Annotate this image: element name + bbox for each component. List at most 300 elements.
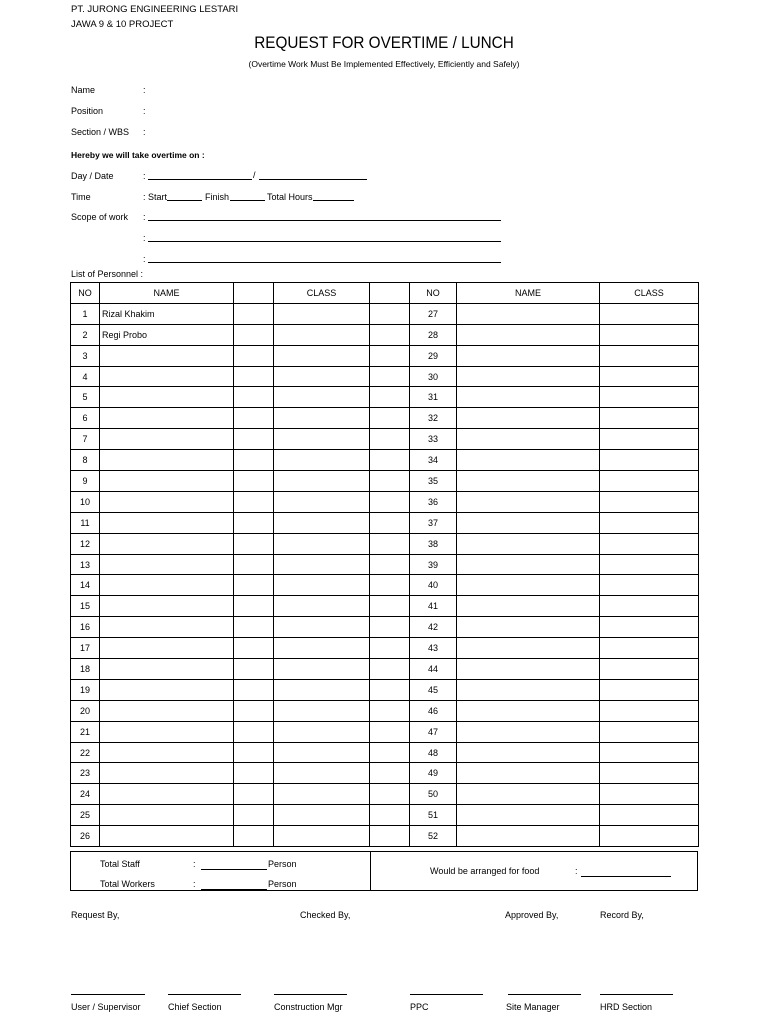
row-blank-1[interactable]	[234, 408, 274, 429]
row-class-left[interactable]	[274, 784, 370, 805]
row-no-left: 19	[71, 679, 100, 700]
row-blank-1[interactable]	[234, 742, 274, 763]
row-class-left[interactable]	[274, 303, 370, 324]
table-row	[71, 491, 699, 512]
row-class-right[interactable]	[600, 345, 699, 366]
table-row	[71, 471, 699, 492]
row-blank-1[interactable]	[234, 784, 274, 805]
table-row	[71, 826, 699, 847]
row-no-right: 48	[410, 742, 457, 763]
row-name-left[interactable]	[100, 805, 234, 826]
project-name: JAWA 9 & 10 PROJECT	[71, 19, 174, 30]
row-class-right[interactable]	[600, 721, 699, 742]
row-blank-2[interactable]	[370, 721, 410, 742]
row-name-left[interactable]	[100, 366, 234, 387]
header-name-right: NAME	[457, 283, 600, 304]
row-no-right: 38	[410, 533, 457, 554]
row-name-right[interactable]	[457, 575, 600, 596]
row-name-left[interactable]	[100, 533, 234, 554]
table-row	[71, 763, 699, 784]
row-no-right: 41	[410, 596, 457, 617]
row-class-left[interactable]	[274, 345, 370, 366]
row-no-left: 10	[71, 491, 100, 512]
row-class-right[interactable]	[600, 303, 699, 324]
row-blank-2[interactable]	[370, 303, 410, 324]
row-blank-2[interactable]	[370, 366, 410, 387]
row-class-left[interactable]	[274, 679, 370, 700]
row-no-right: 45	[410, 679, 457, 700]
personnel-table	[70, 282, 699, 847]
row-name-right[interactable]	[457, 471, 600, 492]
row-name-left[interactable]	[100, 596, 234, 617]
hereby-text: Hereby we will take overtime on :	[71, 150, 205, 160]
position-label: Position	[71, 106, 104, 116]
row-blank-2[interactable]	[370, 533, 410, 554]
row-class-right[interactable]	[600, 533, 699, 554]
row-no-left: 23	[71, 763, 100, 784]
role-ppc: PPC	[410, 1002, 429, 1012]
row-class-right[interactable]	[600, 596, 699, 617]
row-blank-1[interactable]	[234, 638, 274, 659]
row-class-right[interactable]	[600, 617, 699, 638]
row-name-right[interactable]	[457, 784, 600, 805]
row-name-right[interactable]	[457, 450, 600, 471]
food-field[interactable]	[581, 876, 671, 877]
row-name-left[interactable]	[100, 575, 234, 596]
header-class-right: CLASS	[600, 283, 699, 304]
row-name-right[interactable]	[457, 596, 600, 617]
time-label: Time	[71, 192, 91, 202]
row-class-right[interactable]	[600, 763, 699, 784]
row-blank-1[interactable]	[234, 596, 274, 617]
day-field[interactable]	[148, 179, 252, 180]
row-blank-1[interactable]	[234, 805, 274, 826]
row-no-right: 40	[410, 575, 457, 596]
row-blank-2[interactable]	[370, 554, 410, 575]
row-class-right[interactable]	[600, 387, 699, 408]
row-name-left[interactable]	[100, 763, 234, 784]
section-colon: :	[143, 127, 146, 137]
section-label: Section / WBS	[71, 127, 130, 137]
table-row	[71, 324, 699, 345]
start-label: : Start	[143, 192, 168, 202]
row-name-left[interactable]	[100, 784, 234, 805]
total-staff-label: Total Staff	[100, 859, 140, 869]
row-blank-1[interactable]	[234, 575, 274, 596]
row-name-left[interactable]	[100, 345, 234, 366]
row-blank-1[interactable]	[234, 429, 274, 450]
total-hours-label: Total Hours	[267, 192, 313, 202]
table-row	[71, 512, 699, 533]
food-label: Would be arranged for food	[430, 866, 540, 876]
table-row	[71, 554, 699, 575]
total-workers-colon: :	[193, 879, 196, 889]
row-no-left: 8	[71, 450, 100, 471]
row-no-right: 33	[410, 429, 457, 450]
row-blank-1[interactable]	[234, 533, 274, 554]
row-name-left[interactable]	[100, 471, 234, 492]
row-name-left[interactable]	[100, 659, 234, 680]
row-blank-1[interactable]	[234, 554, 274, 575]
scope-label: Scope of work	[71, 212, 129, 222]
row-class-left[interactable]	[274, 408, 370, 429]
row-name-right[interactable]	[457, 638, 600, 659]
row-no-left: 11	[71, 512, 100, 533]
row-no-left: 7	[71, 429, 100, 450]
finish-label: Finish	[205, 192, 230, 202]
row-no-right: 34	[410, 450, 457, 471]
row-name-left[interactable]	[100, 617, 234, 638]
role-chief-section: Chief Section	[168, 1002, 222, 1012]
row-class-left[interactable]	[274, 491, 370, 512]
row-name-right[interactable]	[457, 387, 600, 408]
row-name-right[interactable]	[457, 763, 600, 784]
row-blank-1[interactable]	[234, 512, 274, 533]
signature-line-chief[interactable]	[168, 994, 241, 995]
row-blank-2[interactable]	[370, 638, 410, 659]
scope-colon-2: :	[143, 233, 146, 243]
row-name-left[interactable]	[100, 491, 234, 512]
row-no-left: 25	[71, 805, 100, 826]
table-row	[71, 617, 699, 638]
row-no-right: 37	[410, 512, 457, 533]
table-row	[71, 366, 699, 387]
row-no-left: 21	[71, 721, 100, 742]
header-no-right: NO	[410, 283, 457, 304]
row-blank-2[interactable]	[370, 429, 410, 450]
row-name-left[interactable]	[100, 512, 234, 533]
table-row	[71, 721, 699, 742]
row-blank-1[interactable]	[234, 324, 274, 345]
table-row	[71, 533, 699, 554]
approved-by-label: Approved By,	[505, 910, 559, 920]
row-name-left[interactable]	[100, 826, 234, 847]
row-blank-1[interactable]	[234, 679, 274, 700]
row-no-left: 4	[71, 366, 100, 387]
row-name-right[interactable]	[457, 826, 600, 847]
header-no-left: NO	[71, 283, 100, 304]
row-blank-1[interactable]	[234, 826, 274, 847]
row-name-left[interactable]	[100, 679, 234, 700]
scope-colon-3: :	[143, 254, 146, 264]
table-row	[71, 679, 699, 700]
row-no-left: 20	[71, 700, 100, 721]
row-class-right[interactable]	[600, 491, 699, 512]
row-name-right[interactable]	[457, 805, 600, 826]
row-no-right: 36	[410, 491, 457, 512]
row-class-right[interactable]	[600, 554, 699, 575]
row-name-right[interactable]	[457, 429, 600, 450]
row-no-left: 17	[71, 638, 100, 659]
row-no-right: 44	[410, 659, 457, 680]
total-workers-field[interactable]	[201, 889, 267, 890]
row-name-right[interactable]	[457, 324, 600, 345]
table-row	[71, 450, 699, 471]
row-class-left[interactable]	[274, 638, 370, 659]
row-name-left[interactable]	[100, 408, 234, 429]
row-blank-2[interactable]	[370, 408, 410, 429]
row-name-right[interactable]	[457, 554, 600, 575]
scope-line-2[interactable]	[148, 241, 501, 242]
total-staff-field[interactable]	[201, 869, 267, 870]
row-blank-2[interactable]	[370, 345, 410, 366]
row-name-left[interactable]	[100, 721, 234, 742]
row-class-left[interactable]	[274, 596, 370, 617]
row-class-right[interactable]	[600, 679, 699, 700]
table-row	[71, 345, 699, 366]
row-class-left[interactable]	[274, 700, 370, 721]
row-no-left: 3	[71, 345, 100, 366]
role-site-manager: Site Manager	[506, 1002, 560, 1012]
total-workers-label: Total Workers	[100, 879, 155, 889]
row-name-right[interactable]	[457, 721, 600, 742]
row-no-left: 14	[71, 575, 100, 596]
row-blank-1[interactable]	[234, 700, 274, 721]
row-class-left[interactable]	[274, 554, 370, 575]
food-colon: :	[575, 866, 578, 876]
row-blank-2[interactable]	[370, 659, 410, 680]
checked-by-label: Checked By,	[300, 910, 351, 920]
row-name-right[interactable]	[457, 366, 600, 387]
row-blank-2[interactable]	[370, 763, 410, 784]
row-blank-2[interactable]	[370, 575, 410, 596]
table-row	[71, 596, 699, 617]
row-blank-1[interactable]	[234, 303, 274, 324]
row-no-left: 15	[71, 596, 100, 617]
row-blank-2[interactable]	[370, 596, 410, 617]
row-class-right[interactable]	[600, 826, 699, 847]
row-no-right: 47	[410, 721, 457, 742]
totals-box	[70, 851, 698, 891]
table-row	[71, 700, 699, 721]
table-row	[71, 387, 699, 408]
row-blank-1[interactable]	[234, 387, 274, 408]
row-class-right[interactable]	[600, 408, 699, 429]
row-blank-2[interactable]	[370, 679, 410, 700]
role-hrd-section: HRD Section	[600, 1002, 653, 1012]
total-hours-field[interactable]	[313, 200, 354, 201]
row-name-left[interactable]	[100, 387, 234, 408]
row-class-left[interactable]	[274, 533, 370, 554]
row-blank-2[interactable]	[370, 471, 410, 492]
row-class-right[interactable]	[600, 659, 699, 680]
row-no-right: 29	[410, 345, 457, 366]
row-class-left[interactable]	[274, 366, 370, 387]
row-blank-2[interactable]	[370, 512, 410, 533]
total-staff-person: Person	[268, 859, 297, 869]
position-colon: :	[143, 106, 146, 116]
role-user-supervisor: User / Supervisor	[71, 1002, 141, 1012]
row-class-right[interactable]	[600, 805, 699, 826]
row-no-right: 39	[410, 554, 457, 575]
signature-line-site-manager[interactable]	[508, 994, 581, 995]
row-no-right: 51	[410, 805, 457, 826]
row-no-right: 50	[410, 784, 457, 805]
row-name-right[interactable]	[457, 659, 600, 680]
total-staff-colon: :	[193, 859, 196, 869]
row-class-right[interactable]	[600, 742, 699, 763]
row-no-right: 52	[410, 826, 457, 847]
row-class-right[interactable]	[600, 366, 699, 387]
scope-colon-1: :	[143, 212, 146, 222]
header-blank-2	[370, 283, 410, 304]
row-blank-2[interactable]	[370, 805, 410, 826]
row-no-left: 12	[71, 533, 100, 554]
date-field[interactable]	[259, 179, 367, 180]
row-blank-2[interactable]	[370, 617, 410, 638]
row-name-right[interactable]	[457, 533, 600, 554]
row-class-left[interactable]	[274, 387, 370, 408]
row-name-left[interactable]	[100, 450, 234, 471]
row-blank-2[interactable]	[370, 742, 410, 763]
row-no-right: 42	[410, 617, 457, 638]
row-no-left: 2	[71, 324, 100, 345]
header-name-left: NAME	[100, 283, 234, 304]
table-row	[71, 638, 699, 659]
header-blank-1	[234, 283, 274, 304]
scope-line-3[interactable]	[148, 262, 501, 263]
row-blank-2[interactable]	[370, 826, 410, 847]
row-no-right: 31	[410, 387, 457, 408]
row-blank-2[interactable]	[370, 700, 410, 721]
row-class-left[interactable]	[274, 763, 370, 784]
row-name-left[interactable]	[100, 638, 234, 659]
row-name-right[interactable]	[457, 345, 600, 366]
row-class-right[interactable]	[600, 324, 699, 345]
row-no-left: 26	[71, 826, 100, 847]
start-field[interactable]	[167, 200, 202, 201]
row-blank-2[interactable]	[370, 324, 410, 345]
table-row	[71, 408, 699, 429]
row-blank-1[interactable]	[234, 617, 274, 638]
table-row	[71, 742, 699, 763]
row-name-right[interactable]	[457, 617, 600, 638]
row-name-left[interactable]	[100, 700, 234, 721]
finish-field[interactable]	[230, 200, 265, 201]
day-date-colon: :	[143, 171, 146, 181]
table-row	[71, 429, 699, 450]
row-blank-1[interactable]	[234, 471, 274, 492]
table-row	[71, 303, 699, 324]
row-class-left[interactable]	[274, 575, 370, 596]
row-no-right: 49	[410, 763, 457, 784]
row-class-left[interactable]	[274, 742, 370, 763]
table-row	[71, 575, 699, 596]
row-name-right[interactable]	[457, 408, 600, 429]
row-name-left[interactable]	[100, 554, 234, 575]
row-blank-1[interactable]	[234, 659, 274, 680]
request-by-label: Request By,	[71, 910, 120, 920]
row-blank-1[interactable]	[234, 366, 274, 387]
row-class-left[interactable]	[274, 805, 370, 826]
header-class-left: CLASS	[274, 283, 370, 304]
signature-line-ppc[interactable]	[410, 994, 483, 995]
row-class-right[interactable]	[600, 575, 699, 596]
row-class-right[interactable]	[600, 429, 699, 450]
row-no-left: 22	[71, 742, 100, 763]
row-name-left[interactable]: Regi Probo	[100, 324, 234, 345]
row-class-left[interactable]	[274, 324, 370, 345]
company-name: PT. JURONG ENGINEERING LESTARI	[71, 4, 239, 15]
row-class-right[interactable]	[600, 512, 699, 533]
row-blank-1[interactable]	[234, 345, 274, 366]
row-class-right[interactable]	[600, 784, 699, 805]
personnel-label: List of Personnel :	[71, 269, 144, 279]
row-name-right[interactable]	[457, 512, 600, 533]
row-no-left: 6	[71, 408, 100, 429]
row-no-right: 28	[410, 324, 457, 345]
row-class-left[interactable]	[274, 826, 370, 847]
row-class-right[interactable]	[600, 471, 699, 492]
row-class-left[interactable]	[274, 721, 370, 742]
row-no-right: 35	[410, 471, 457, 492]
row-blank-2[interactable]	[370, 784, 410, 805]
row-no-left: 1	[71, 303, 100, 324]
row-blank-1[interactable]	[234, 450, 274, 471]
signature-line-hrd[interactable]	[600, 994, 673, 995]
date-separator: /	[253, 170, 256, 180]
row-blank-2[interactable]	[370, 491, 410, 512]
row-no-right: 27	[410, 303, 457, 324]
signature-line-construction[interactable]	[274, 994, 347, 995]
row-class-left[interactable]	[274, 450, 370, 471]
signature-line-user[interactable]	[71, 994, 145, 995]
page-subtitle: (Overtime Work Must Be Implemented Effectively, Efficiently and Safely)	[248, 59, 520, 69]
row-blank-1[interactable]	[234, 491, 274, 512]
row-blank-2[interactable]	[370, 387, 410, 408]
row-class-left[interactable]	[274, 429, 370, 450]
row-no-right: 43	[410, 638, 457, 659]
row-name-left[interactable]: Rizal Khakim	[100, 303, 234, 324]
row-blank-1[interactable]	[234, 763, 274, 784]
page-title: REQUEST FOR OVERTIME / LUNCH	[254, 33, 514, 52]
row-class-left[interactable]	[274, 659, 370, 680]
row-class-right[interactable]	[600, 700, 699, 721]
row-class-left[interactable]	[274, 617, 370, 638]
row-name-right[interactable]	[457, 491, 600, 512]
row-name-right[interactable]	[457, 679, 600, 700]
row-class-left[interactable]	[274, 471, 370, 492]
row-no-left: 9	[71, 471, 100, 492]
scope-line-1[interactable]	[148, 220, 501, 221]
row-blank-2[interactable]	[370, 450, 410, 471]
table-row	[71, 784, 699, 805]
row-no-right: 32	[410, 408, 457, 429]
row-name-left[interactable]	[100, 429, 234, 450]
table-row	[71, 805, 699, 826]
total-workers-person: Person	[268, 879, 297, 889]
row-no-left: 13	[71, 554, 100, 575]
role-construction-mgr: Construction Mgr	[274, 1002, 343, 1012]
row-no-left: 16	[71, 617, 100, 638]
row-name-right[interactable]	[457, 303, 600, 324]
row-no-right: 46	[410, 700, 457, 721]
name-label: Name	[71, 85, 96, 95]
row-name-left[interactable]	[100, 742, 234, 763]
row-class-right[interactable]	[600, 450, 699, 471]
row-name-right[interactable]	[457, 742, 600, 763]
row-class-left[interactable]	[274, 512, 370, 533]
row-no-left: 18	[71, 659, 100, 680]
row-no-right: 30	[410, 366, 457, 387]
row-blank-1[interactable]	[234, 721, 274, 742]
row-class-right[interactable]	[600, 638, 699, 659]
row-name-right[interactable]	[457, 700, 600, 721]
table-header-row	[71, 283, 699, 304]
day-date-label: Day / Date	[71, 171, 114, 181]
row-no-left: 24	[71, 784, 100, 805]
row-no-left: 5	[71, 387, 100, 408]
